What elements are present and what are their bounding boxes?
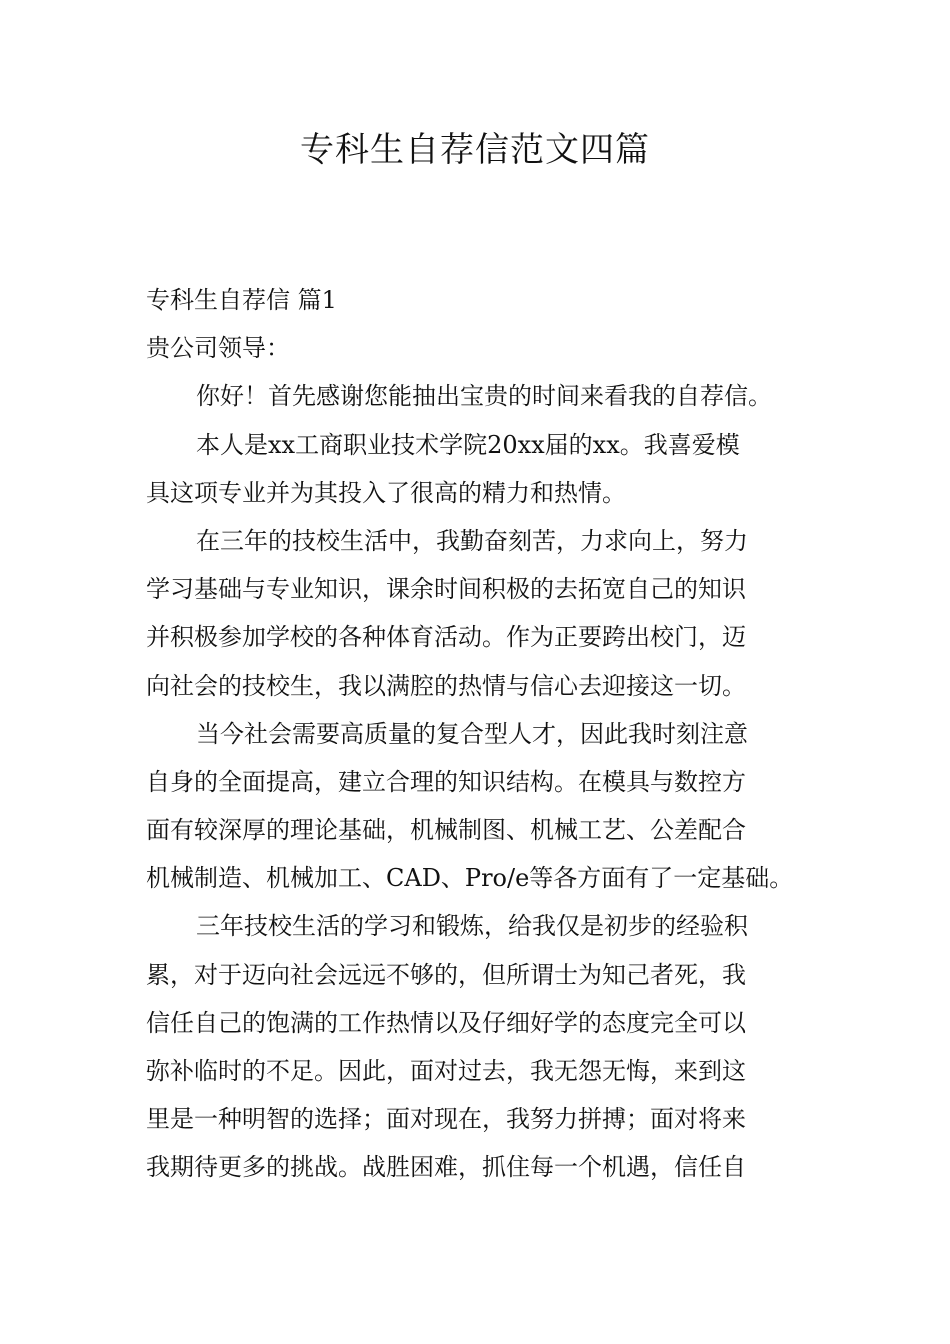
document-body (146, 276, 806, 1192)
body-line: 本人是xx工商职业技术学院20xx届的xx。我喜爱模 (196, 430, 740, 459)
section-heading: 专科生自荐信 篇1 (146, 286, 337, 314)
salutation: 贵公司领导： (146, 334, 290, 363)
body-line: 自身的全面提高，建立合理的知识结构。在模具与数控方 (146, 767, 746, 796)
body-line: 机械制造、机械加工、CAD、Pro/e等各方面有了一定基础。 (146, 864, 794, 893)
body-line: 里是一种明智的选择；面对现在，我努力拼搏；面对将来 (146, 1105, 746, 1134)
body-line: 弥补临时的不足。因此，面对过去，我无怨无悔，来到这 (146, 1057, 746, 1085)
document-title: 专科生自荐信范文四篇 (300, 130, 650, 170)
body-line: 并积极参加学校的各种体育活动。作为正要跨出校门，迈 (146, 623, 746, 652)
body-line: 我期待更多的挑战。战胜困难，抓住每一个机遇，信任自 (146, 1153, 746, 1182)
body-line: 当今社会需要高质量的复合型人才，因此我时刻注意 (196, 719, 748, 748)
body-line: 累，对于迈向社会远远不够的，但所谓士为知己者死，我 (146, 960, 746, 989)
body-line: 面有较深厚的理论基础，机械制图、机械工艺、公差配合 (146, 816, 746, 845)
body-line: 在三年的技校生活中，我勤奋刻苦，力求向上，努力 (196, 526, 748, 555)
body-line: 学习基础与专业知识，课余时间积极的去拓宽自己的知识 (146, 575, 746, 604)
body-line: 信任自己的饱满的工作热情以及仔细好学的态度完全可以 (146, 1008, 746, 1037)
body-line: 你好！首先感谢您能抽出宝贵的时间来看我的自荐信。 (196, 382, 772, 411)
body-line: 具这项专业并为其投入了很高的精力和热情。 (146, 478, 626, 507)
body-line: 三年技校生活的学习和锻炼，给我仅是初步的经验积 (196, 912, 748, 941)
body-line: 向社会的技校生，我以满腔的热情与信心去迎接这一切。 (146, 671, 746, 700)
